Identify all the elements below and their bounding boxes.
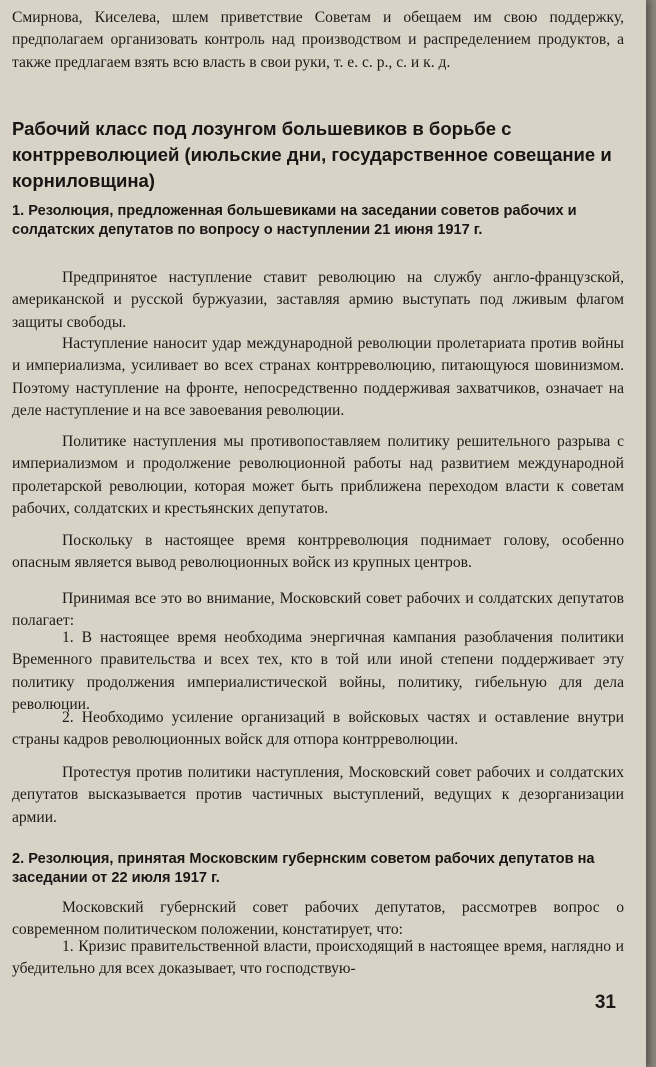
- intro-paragraph: Смирнова, Киселева, шлем приветствие Советам и обещаем им свою поддержку, предполагаем организовать контроль над производством и распределением продуктов, а также предлагаем взять всю власть в свои руки, т. е. с. р., с. и к. д.: [12, 9, 624, 71]
- section-1-paragraph: Протестуя против политики наступления, Московский совет рабочих и солдатских депутатов высказывается против частичных выступлений, ведущих к дезорганизации армии.: [12, 764, 624, 826]
- section-1-list-item: 1. В настоящее время необходима энергичная кампания разоблачения политики Временного правительства и всех тех, кто в той или иной степени поддерживает эту политику продолжения империалистической войны, политику, гибельную для дела революции.: [12, 629, 624, 714]
- section-1-paragraph: Принимая все это во внимание, Московский совет рабочих и солдатских депутатов полагает:: [12, 590, 624, 630]
- chapter-title: Рабочий класс под лозунгом большевиков в борьбе с контрреволюцией (июльские дни, государственное совещание и корниловщина): [12, 118, 612, 191]
- section-1-paragraph: Наступление наносит удар международной революции пролетариата против войны и империализма, усиливает во всех странах контрреволюцию, питающуюся шовинизмом. Поэтому наступление на фронте, непосредственно поддерживая захватчиков, означает на деле наступление и на все завоевания революции.: [12, 335, 624, 420]
- section-1-title: 1. Резолюция, предложенная большевиками на заседании советов рабочих и солдатских депутатов по вопросу о наступлении 21 июня 1917 г.: [12, 203, 577, 239]
- section-1-paragraph: Политике наступления мы противопоставляем политику решительного разрыва с империализмом и продолжение революционной работы над развитием международной пролетарской революции, которая может быть приближена переходом власти к советам рабочих, солдатских и крестьянских депутатов.: [12, 433, 624, 518]
- section-1-list-item: 2. Необходимо усиление организаций в войсковых частях и оставление внутри страны кадров революционных войск для отпора контрреволюции.: [12, 709, 624, 749]
- section-2-list-item: 1. Кризис правительственной власти, происходящий в настоящее время, наглядно и убедительно для всех доказывает, что господствую-: [12, 938, 624, 978]
- section-1-paragraph: Предпринятое наступление ставит революцию на службу англо-французской, американской и русской буржуазии, заставляя армию выступать под лживым флагом защиты свободы.: [12, 269, 624, 331]
- section-2-paragraph: Московский губернский совет рабочих депутатов, рассмотрев вопрос о современном политическом положении, констатирует, что:: [12, 899, 624, 939]
- section-1-paragraph: Поскольку в настоящее время контрреволюция поднимает голову, особенно опасным является вывод революционных войск из крупных центров.: [12, 532, 624, 572]
- page-number: 31: [594, 992, 616, 1013]
- section-2-title: 2. Резолюция, принятая Московским губернским советом рабочих депутатов на заседании от 22 июля 1917 г.: [12, 851, 595, 887]
